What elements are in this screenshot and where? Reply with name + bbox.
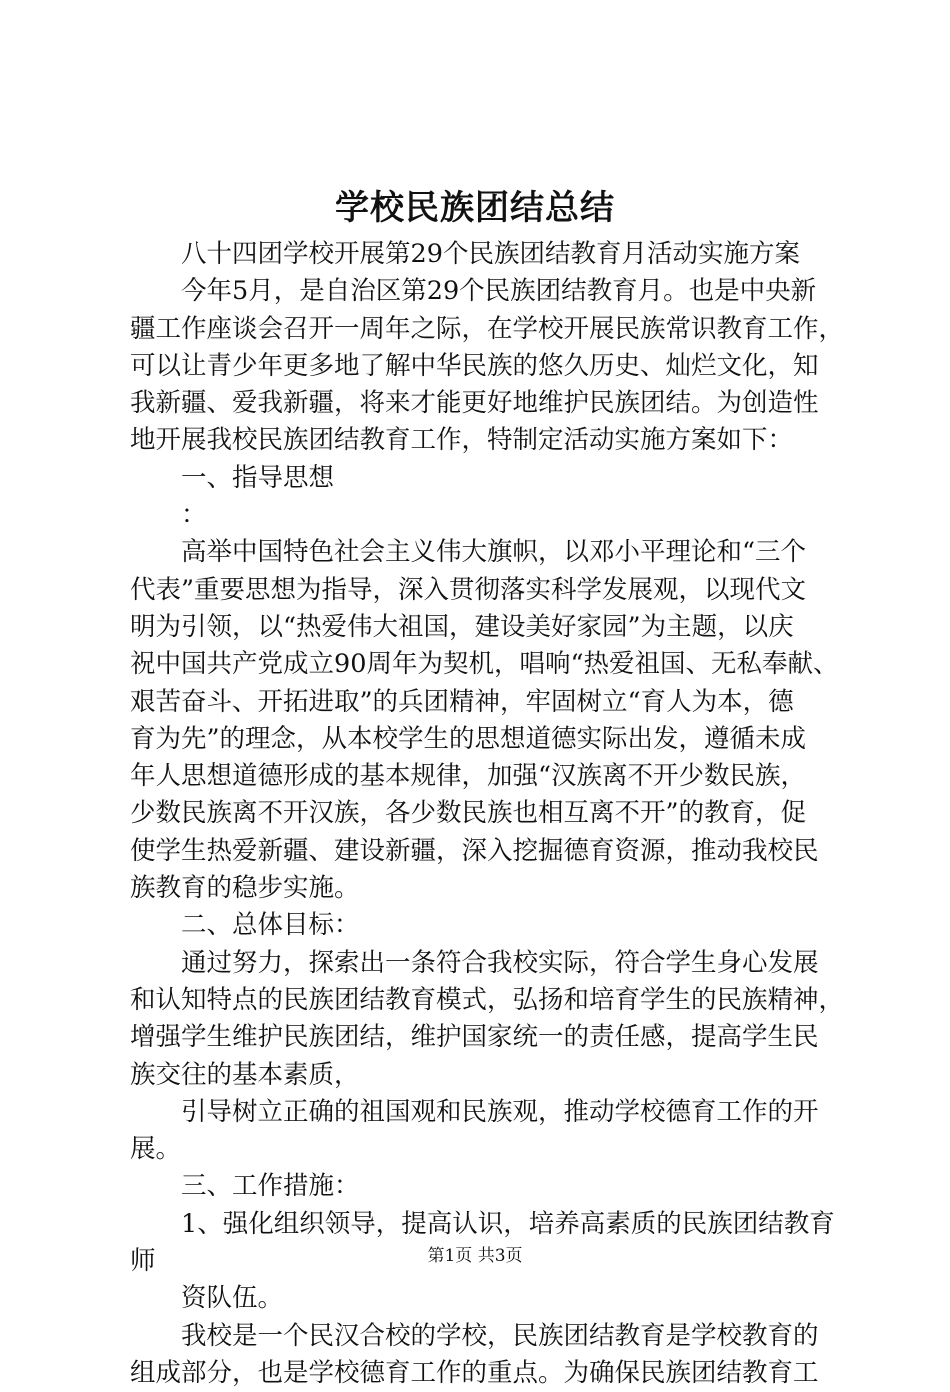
paragraph-line: 我校是一个民汉合校的学校，民族团结教育是学校教育的 <box>181 1320 819 1351</box>
paragraph-line: 八十四团学校开展第29个民族团结教育月活动实施方案 <box>181 239 800 269</box>
paragraph-line: 代表”重要思想为指导，深入贯彻落实科学发展观，以现代文 <box>130 574 807 605</box>
paragraph-line: 引导树立正确的祖国观和民族观，推动学校德育工作的开 <box>181 1096 819 1127</box>
paragraph-line: 组成部分，也是学校德育工作的重点。为确保民族团结教育工 <box>130 1357 819 1388</box>
document-body <box>130 236 845 1392</box>
paragraph-line: 祝中国共产党成立90周年为契机，唱响“热爱祖国、无私奉献、 <box>130 649 839 680</box>
paragraph-line: 展。 <box>130 1134 182 1165</box>
paragraph-line: 族教育的稳步实施。 <box>130 873 360 904</box>
paragraph-line: 资队伍。 <box>181 1283 284 1314</box>
paragraph-line: 1、强化组织领导，提高认识，培养高素质的民族团结教育 <box>181 1208 835 1239</box>
paragraph-line: 二、总体目标： <box>181 910 360 941</box>
document-title: 学校民族团结总结 <box>335 188 615 228</box>
paragraph-line: 疆工作座谈会召开一周年之际，在学校开展民族常识教育工作， <box>130 313 845 344</box>
paragraph-line: 增强学生维护民族团结，维护国家统一的责任感，提高学生民 <box>130 1022 819 1053</box>
paragraph-line: ： <box>181 500 207 531</box>
paragraph-line: 年人思想道德形成的基本规律，加强“汉族离不开少数民族， <box>130 761 807 792</box>
paragraph-line: 师 <box>130 1246 156 1277</box>
paragraph-line: 族交往的基本素质， <box>130 1059 360 1090</box>
paragraph-line: 使学生热爱新疆、建设新疆，深入挖掘德育资源，推动我校民 <box>130 835 819 866</box>
paragraph-line: 我新疆、爱我新疆，将来才能更好地维护民族团结。为创造性 <box>130 388 819 419</box>
paragraph-line: 地开展我校民族团结教育工作，特制定活动实施方案如下： <box>130 425 794 456</box>
paragraph-line: 少数民族离不开汉族，各少数民族也相互离不开”的教育，促 <box>130 798 807 829</box>
paragraph-line: 三、工作措施： <box>181 1171 360 1202</box>
paragraph-line: 和认知特点的民族团结教育模式，弘扬和培育学生的民族精神， <box>130 984 845 1015</box>
paragraph-line: 可以让青少年更多地了解中华民族的悠久历史、灿烂文化，知 <box>130 350 819 381</box>
page-footer: 第1页 共3页 <box>427 1246 523 1266</box>
paragraph-line: 艰苦奋斗、开拓进取”的兵团精神，牢固树立“育人为本，德 <box>130 686 794 717</box>
paragraph-line: 一、指导思想 <box>181 462 335 493</box>
paragraph-line: 育为先”的理念，从本校学生的思想道德实际出发，遵循未成 <box>130 723 807 754</box>
paragraph-line: 通过努力，探索出一条符合我校实际，符合学生身心发展 <box>181 947 819 978</box>
paragraph-line: 明为引领，以“热爱伟大祖国，建设美好家园”为主题，以庆 <box>130 611 794 642</box>
paragraph-line: 今年5月，是自治区第29个民族团结教育月。也是中央新 <box>181 276 817 307</box>
paragraph-line: 高举中国特色社会主义伟大旗帜，以邓小平理论和“三个 <box>181 537 807 568</box>
